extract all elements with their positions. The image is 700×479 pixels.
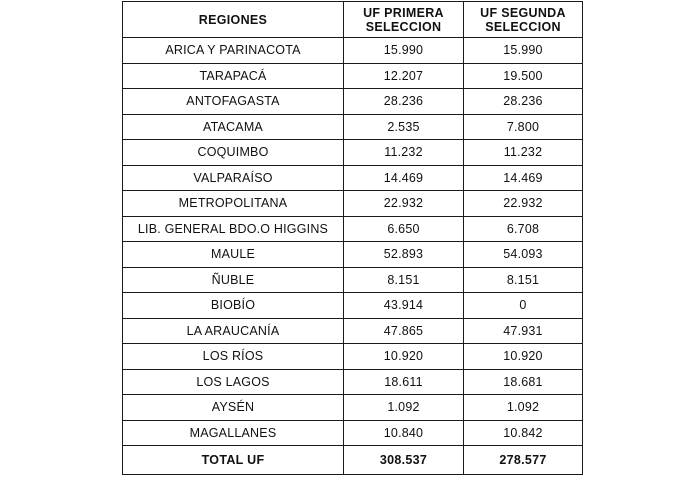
uf-segunda-cell: 28.236 — [464, 89, 583, 115]
uf-segunda-cell: 1.092 — [464, 395, 583, 421]
header-uf-primera-line2: SELECCION — [365, 19, 442, 34]
uf-segunda-cell: 19.500 — [464, 63, 583, 89]
uf-primera-cell: 11.232 — [344, 140, 464, 166]
uf-segunda-cell: 18.681 — [464, 369, 583, 395]
total-uf-primera: 308.537 — [344, 446, 464, 475]
uf-segunda-cell: 8.151 — [464, 267, 583, 293]
table-row — [123, 140, 583, 166]
total-label: TOTAL UF — [123, 446, 344, 475]
region-cell: METROPOLITANA — [123, 191, 344, 217]
header-uf-segunda-line1: UF SEGUNDA — [480, 5, 566, 20]
table-row — [123, 318, 583, 344]
header-uf-segunda-seleccion — [464, 2, 583, 38]
region-cell: MAULE — [123, 242, 344, 268]
uf-segunda-cell: 54.093 — [464, 242, 583, 268]
region-cell: LOS LAGOS — [123, 369, 344, 395]
region-cell: LA ARAUCANÍA — [123, 318, 344, 344]
table-row — [123, 165, 583, 191]
table-row — [123, 369, 583, 395]
header-uf-primera-line1: UF PRIMERA — [363, 5, 444, 20]
uf-segunda-cell: 0 — [464, 293, 583, 319]
total-uf-segunda: 278.577 — [464, 446, 583, 475]
region-cell: AYSÉN — [123, 395, 344, 421]
region-cell: ARICA Y PARINACOTA — [123, 38, 344, 64]
uf-primera-cell: 2.535 — [344, 114, 464, 140]
table-row — [123, 395, 583, 421]
uf-primera-cell: 12.207 — [344, 63, 464, 89]
region-cell: VALPARAÍSO — [123, 165, 344, 191]
uf-segunda-cell: 14.469 — [464, 165, 583, 191]
region-cell: LIB. GENERAL BDO.O HIGGINS — [123, 216, 344, 242]
uf-segunda-cell: 15.990 — [464, 38, 583, 64]
table-row — [123, 420, 583, 446]
regions-uf-table-container — [122, 1, 582, 475]
region-cell: BIOBÍO — [123, 293, 344, 319]
uf-segunda-cell: 10.842 — [464, 420, 583, 446]
table-footer — [123, 446, 583, 475]
table-row — [123, 216, 583, 242]
uf-primera-cell: 28.236 — [344, 89, 464, 115]
uf-primera-cell: 10.920 — [344, 344, 464, 370]
uf-segunda-cell: 47.931 — [464, 318, 583, 344]
header-uf-primera-seleccion — [344, 2, 464, 38]
uf-primera-cell: 10.840 — [344, 420, 464, 446]
uf-primera-cell: 15.990 — [344, 38, 464, 64]
uf-primera-cell: 8.151 — [344, 267, 464, 293]
regions-uf-table — [122, 1, 583, 475]
uf-segunda-cell: 6.708 — [464, 216, 583, 242]
uf-primera-cell: 14.469 — [344, 165, 464, 191]
uf-segunda-cell: 11.232 — [464, 140, 583, 166]
uf-segunda-cell: 10.920 — [464, 344, 583, 370]
uf-primera-cell: 1.092 — [344, 395, 464, 421]
uf-primera-cell: 18.611 — [344, 369, 464, 395]
uf-segunda-cell: 7.800 — [464, 114, 583, 140]
table-row — [123, 114, 583, 140]
table-row — [123, 293, 583, 319]
uf-primera-cell: 52.893 — [344, 242, 464, 268]
total-row — [123, 446, 583, 475]
header-row — [123, 2, 583, 38]
region-cell: ATACAMA — [123, 114, 344, 140]
table-row — [123, 89, 583, 115]
region-cell: ÑUBLE — [123, 267, 344, 293]
uf-primera-cell: 43.914 — [344, 293, 464, 319]
uf-segunda-cell: 22.932 — [464, 191, 583, 217]
table-row — [123, 191, 583, 217]
header-regiones: REGIONES — [123, 2, 344, 38]
region-cell: LOS RÍOS — [123, 344, 344, 370]
uf-primera-cell: 6.650 — [344, 216, 464, 242]
region-cell: MAGALLANES — [123, 420, 344, 446]
table-row — [123, 242, 583, 268]
table-body — [123, 38, 583, 446]
header-uf-segunda-line2: SELECCION — [485, 19, 561, 34]
table-header — [123, 2, 583, 38]
region-cell: COQUIMBO — [123, 140, 344, 166]
table-row — [123, 344, 583, 370]
region-cell: TARAPACÁ — [123, 63, 344, 89]
region-cell: ANTOFAGASTA — [123, 89, 344, 115]
table-row — [123, 63, 583, 89]
uf-primera-cell: 22.932 — [344, 191, 464, 217]
table-row — [123, 267, 583, 293]
uf-primera-cell: 47.865 — [344, 318, 464, 344]
table-row — [123, 38, 583, 64]
